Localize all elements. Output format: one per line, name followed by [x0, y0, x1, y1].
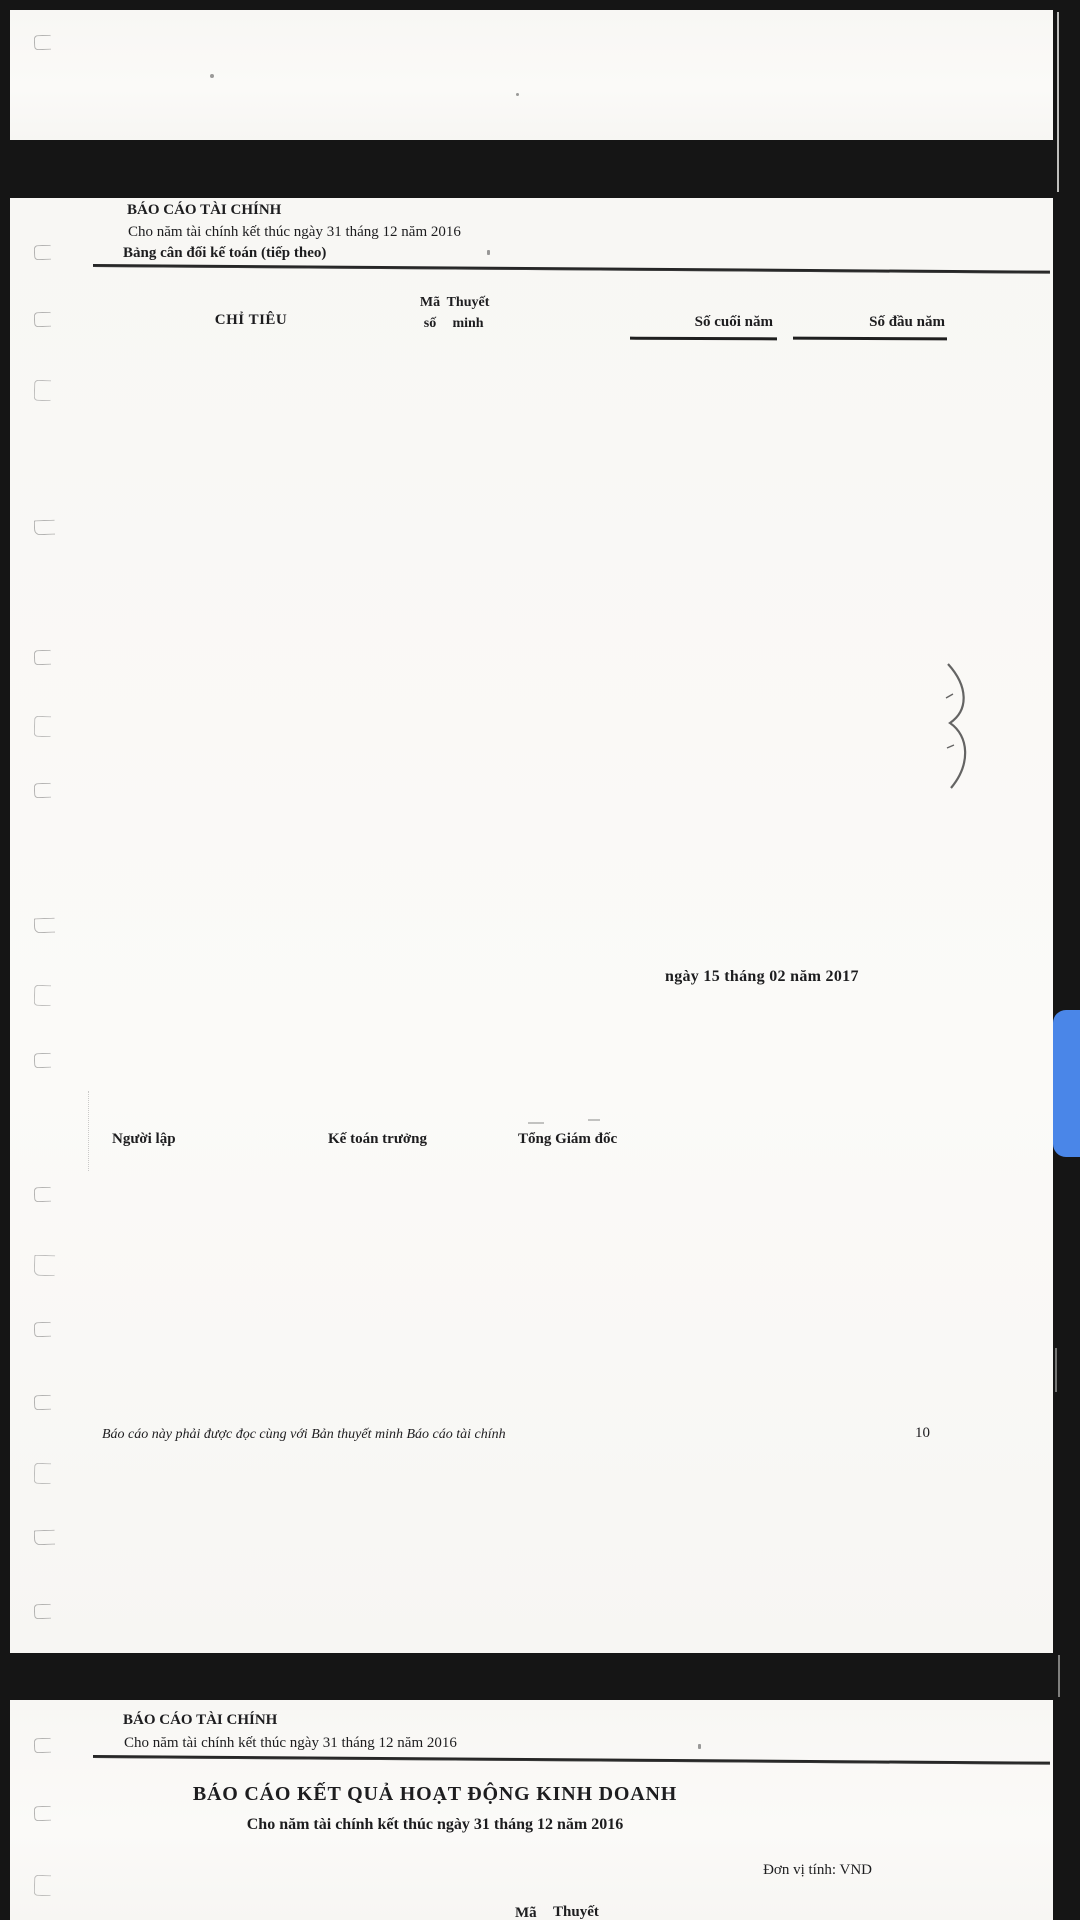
binder-mark-artifact: [34, 1604, 52, 1620]
unit-label: Đơn vị tính: VND: [763, 1862, 872, 1878]
binder-mark-artifact: [34, 985, 52, 1006]
binder-mark-artifact: [34, 1463, 52, 1484]
column-header-note-1: Thuyết: [446, 295, 490, 310]
binder-mark-artifact: [34, 1255, 56, 1277]
column-header-beginning: Số đầu năm: [869, 314, 945, 330]
scan-edge-artifact: [1058, 1655, 1060, 1697]
column-header-code-2: số: [423, 316, 437, 331]
scrollbar-thumb[interactable]: [1053, 1010, 1080, 1157]
report-period: Cho năm tài chính kết thúc ngày 31 tháng 12 năm 2016: [128, 224, 461, 240]
binder-mark-artifact: [34, 520, 56, 536]
signature-general-director: Tổng Giám đốc: [518, 1131, 618, 1147]
column-underline: [793, 337, 947, 340]
scan-dash-artifact: [528, 1122, 544, 1124]
statement-name: Bảng cân đối kế toán (tiếp theo): [123, 245, 327, 261]
footnote: Báo cáo này phải được đọc cùng với Bản thuyết minh Báo cáo tài chính: [102, 1427, 506, 1442]
binder-mark-artifact: [34, 1738, 52, 1754]
page-income-statement: [10, 1700, 1053, 1920]
binder-mark-artifact: [34, 1053, 52, 1069]
binder-mark-artifact: [34, 35, 52, 51]
page-previous-fragment: [10, 10, 1053, 140]
page-number: 10: [915, 1425, 930, 1441]
report-title: BÁO CÁO TÀI CHÍNH: [123, 1712, 278, 1728]
header-rule: [93, 264, 1050, 274]
binder-mark-artifact: [34, 1187, 52, 1203]
signature-chief-accountant: Kế toán trưởng: [328, 1131, 427, 1147]
scan-speck: [698, 1744, 701, 1749]
scan-speck: [210, 74, 214, 78]
column-underline: [630, 337, 777, 340]
date-line: ngày 15 tháng 02 năm 2017: [665, 968, 859, 985]
scan-dash-artifact: [588, 1119, 600, 1121]
partial-column-header-code: Mã: [515, 1905, 537, 1920]
scan-edge-artifact: [1057, 12, 1059, 192]
binder-mark-artifact: [34, 312, 52, 328]
binder-mark-artifact: [34, 245, 52, 261]
scan-speck: [516, 93, 519, 96]
report-title: BÁO CÁO TÀI CHÍNH: [127, 202, 282, 218]
column-header-code-1: Mã: [419, 295, 441, 310]
signature-preparer: Người lập: [112, 1131, 176, 1147]
binder-mark-artifact: [34, 1806, 52, 1822]
report-period: Cho năm tài chính kết thúc ngày 31 tháng 12 năm 2016: [124, 1735, 457, 1751]
binder-mark-artifact: [34, 783, 52, 799]
binder-mark-artifact: [34, 1875, 52, 1896]
page-balance-sheet: [10, 198, 1053, 1653]
statement-title: BÁO CÁO KẾT QUẢ HOẠT ĐỘNG KINH DOANH: [192, 1783, 678, 1805]
column-header-note-2: minh: [452, 316, 484, 331]
binder-mark-artifact: [34, 918, 56, 934]
binder-mark-artifact: [34, 1395, 52, 1411]
binder-mark-artifact: [34, 1530, 56, 1546]
binder-mark-artifact: [34, 650, 52, 666]
scan-edge-artifact: [1055, 1348, 1057, 1392]
scan-line-artifact: [88, 1091, 89, 1171]
column-header-label: CHỈ TIÊU: [214, 312, 288, 328]
handwritten-mark-artifact: [938, 660, 974, 794]
binder-mark-artifact: [34, 380, 52, 401]
binder-mark-artifact: [34, 1322, 52, 1338]
binder-mark-artifact: [34, 716, 52, 737]
scan-speck: [487, 250, 490, 255]
partial-column-header-note: Thuyết: [553, 1904, 599, 1920]
header-rule: [93, 1755, 1050, 1765]
column-header-ending: Số cuối năm: [694, 314, 773, 330]
statement-period: Cho năm tài chính kết thúc ngày 31 tháng 12 năm 2016: [246, 1816, 624, 1833]
